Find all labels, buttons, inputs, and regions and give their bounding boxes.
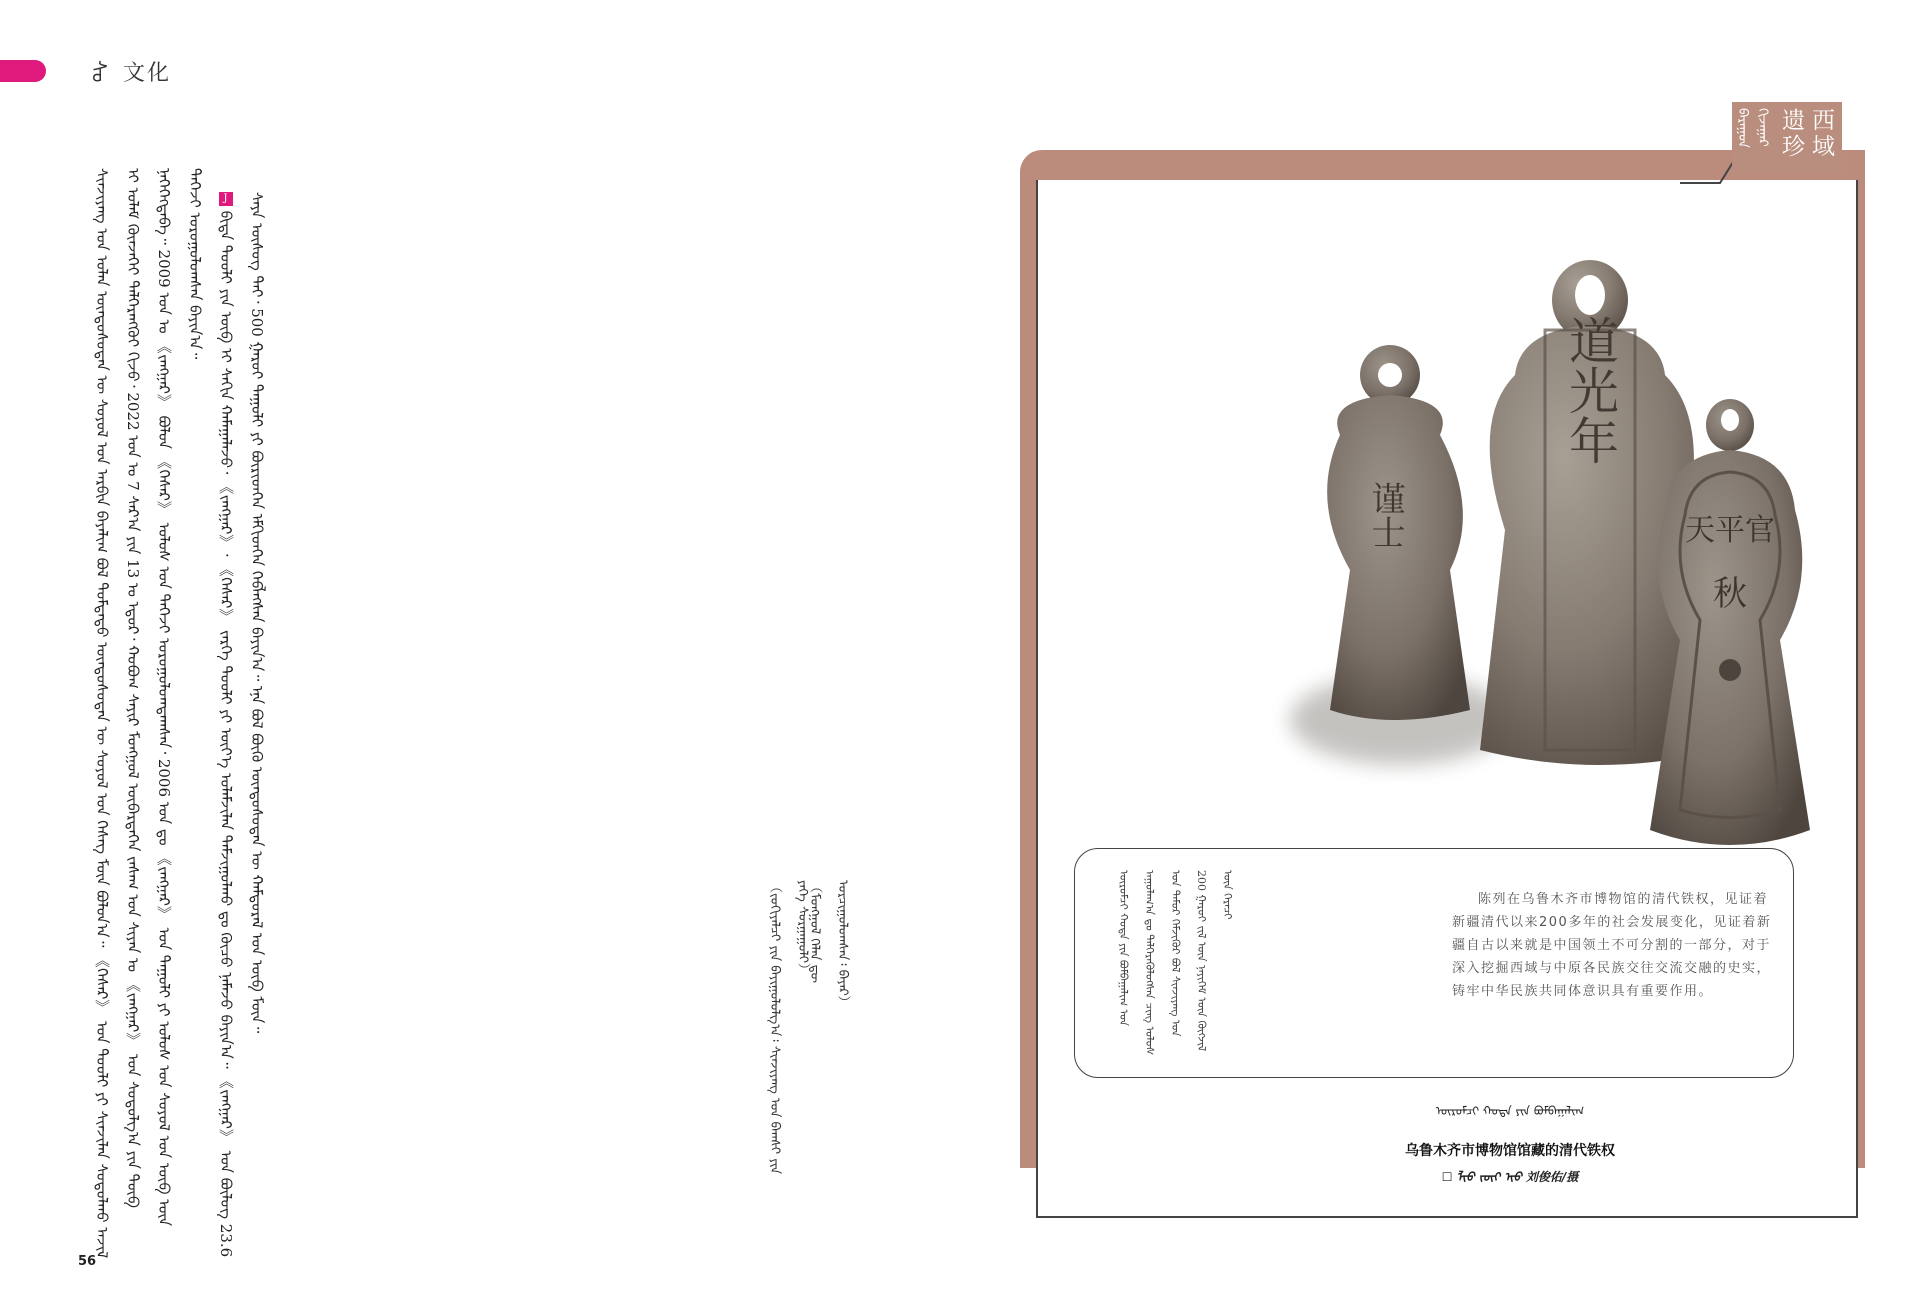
- author-note: （ᠵᠣᠬᠢᠶᠠᠯᠴᠢ ᠶᠢᠨ ᠪᠠᠶᠢᠭᠤᠯᠤᠯᠭ᠎ᠠ᠄ ᠰᠢᠨᠵᠢᠶᠠᠩ ᠤᠨ ᠪᠠᠭᠰᠢ ᠶᠢᠨ ᠶᠡᠬᠡ ᠰᠤᠷᠭᠠᠭᠤᠯᠢ）: [767, 880, 810, 1175]
- article-paragraph: [210, 192, 272, 1268]
- photo-credit: ☐ ᠯᠢᠦ ᠵᠦᠢ ᠢᠤ 刘俊佑/摄: [1441, 1170, 1579, 1184]
- page-number: 56: [78, 1254, 97, 1269]
- section-mark: ᠰᠣ: [87, 60, 111, 83]
- article-paragraph-text: ᠪᠢᠳᠡ ᠲᠤᠤᠯᠢ ᠶᠢᠨ ᠥᠪ ᠢ ᠰᠠᠬᠢᠨ ᠬᠠᠮᠠᠭᠠᠯᠠᠵᠤ᠂ 《ᠵᠠᠩᠭᠠᠷ》᠂ 《ᠭᠡᠰᠡᠷ》 ᠵᠡᠷᠭᠡ ᠲᠤᠤᠯᠢ ᠶᠢ ᠦᠶ᠎ᠡ ᠤᠯᠠᠮᠵᠢᠯᠠᠨ ᠳᠠᠮᠵᠢᠭᠤᠯᠬᠤ ᠳᠤ ᠬᠦᠴᠦ ᠨᠡᠮᠡᠵᠦ ᠪᠠᠶᠢᠨ᠎ᠠ᠃ 《ᠵᠠᠩᠭᠠᠷ》 ᠤᠨ ᠪᠦᠯᠦᠭ 23.6 ᠰᠠᠶᠠ ᠦᠰᠦᠭ ᠲᠡᠢ᠂ 500 ᠭᠠᠷᠤᠢ ᠳᠠᠭᠤᠯᠢ ᠶᠢ ᠪᠦᠷᠢᠳᠬᠡᠨ ᠡᠮᠬᠢᠳᠬᠡᠨ ᠬᠡᠪᠯᠡᠭᠰᠡᠨ ᠪᠠᠶᠢᠨ᠎ᠠ᠃ ᠡᠨᠡ ᠪᠣᠯ ᠪᠦᠬᠦ ᠦᠨᠳᠦᠰᠦᠲᠡᠨ ᠦ ᠬᠠᠮᠲᠤᠷᠠᠯ ᠤᠨ ᠥᠪ ᠮᠥᠨ᠃: [217, 192, 266, 1258]
- paragraph-marker: J: [219, 192, 233, 206]
- section-title: 文化: [123, 61, 172, 86]
- weight-inscription: 天平官: [1685, 513, 1775, 548]
- column-title-mn: ᠪᠠᠷᠠᠭᠤᠨ ᠬᠢᠵᠠᠭᠠᠷ: [1735, 108, 1770, 148]
- article-paragraph: ᠰᠢᠨᠵᠢᠶᠠᠩ ᠤᠨ ᠣᠯᠠᠨ ᠦᠨᠳᠦᠰᠦᠲᠡᠨ ᠦ ᠰᠣᠶᠤᠯ ᠤᠨ ᠠᠷᠪᠢᠨ ᠪᠠᠶᠠᠯᠢᠭ ᠪᠣᠯ ᠳᠤᠮᠳᠠᠳᠤ ᠦᠨᠳᠦᠰᠦᠲᠡᠨ ᠦ ᠰᠣᠶᠤᠯ ᠤᠨ ᠬᠡᠰᠡᠭ ᠮᠥᠨ ᠪᠣᠯᠤᠨ᠎ᠠ᠃ 《ᠭᠡᠰᠡᠷ》 ᠤᠨ ᠲᠤᠤᠯᠢ ᠶᠢ ᠰᠢᠨᠵᠢᠯᠡᠨ ᠰᠤᠳᠤᠯᠬᠤ ᠠᠵᠢᠯ ᠢ ᠤᠯᠠᠮ ᠭᠦᠨᠵᠡᠭᠡᠢ ᠳᠡᠯᠭᠡᠷᠡᠩᠭᠦᠢ ᠬᠢᠵᠦ᠂ 2022 ᠣᠨ ᠤ 7 ᠰᠠᠷ᠎ᠠ ᠶᠢᠨ 13 ᠤ ᠡᠳᠦᠷ᠂ ᠬᠣᠪᠣᠭ ᠰᠠᠶᠢᠷ ᠮᠣᠩᠭᠣᠯ ᠥᠪᠡᠷᠳᠡᠭᠡᠨ ᠵᠠᠰᠠᠭ ᠤᠨ ᠰᠢᠶᠠᠨ ᠤ 《ᠵᠠᠩᠭᠠᠷ》 ᠤᠨ ᠰᠤᠳᠤᠯᠭ᠎ᠠ ᠶᠢᠨ ᠲᠥᠪ ᠨᠡᠭᠡᠭᠡᠭᠳᠡᠪᠡ᠃ 2009 ᠣᠨ ᠤ 《ᠵᠠᠩᠭᠠᠷ》 ᠪᠣᠯᠤᠨ 《ᠭᠡᠰᠡᠷ》 ᠤᠯᠤᠰ ᠤᠨ ᠳᠡᠭᠡᠵᠢ ᠣᠷᠤᠭᠤᠯᠤᠭᠳᠠᠭᠰᠠᠨ᠂ 2006 ᠣᠨ ᠳᠤ 《ᠵᠠᠩᠭᠠᠷ》 ᠤᠨ ᠳᠠᠭᠤᠯᠢ ᠶᠢ ᠤᠯᠤᠰ ᠤᠨ ᠰᠣᠶᠤᠯ ᠤᠨ ᠥᠪ ᠦᠨ ᠳᠡᠭᠡᠵᠢ ᠣᠷᠤᠭᠤᠯᠤᠭᠰᠠᠨ ᠪᠠᠶᠢᠨ᠎ᠠ᠃: [93, 168, 204, 1259]
- caption-chinese: 陈列在乌鲁木齐市博物馆的清代铁权，见证着新疆清代以来200多年的社会发展变化，见证着新疆自古以来就是中国领土不可分割的一部分，对于深入挖掘西域与中原各民族交往交流交融的史实，铸牢中华民族共同体意识具有重要作用。: [1452, 892, 1772, 999]
- iron-weights-photo: [1290, 250, 1820, 870]
- weight-inscription: 秋: [1713, 574, 1747, 614]
- photo-title-mongolian: ᠦᠷᠦᠮᠴᠢ ᠬᠣᠲᠠ ᠶᠢᠨ ᠪᠤᠮᠪᠠᠭᠠᠯᠢᠭ: [1435, 1104, 1585, 1118]
- small-iron-weight: [1327, 345, 1470, 720]
- column-title-cn: 西域 遗珍: [1778, 108, 1834, 160]
- section-tab-marker: [0, 60, 46, 82]
- caption-mongolian: ᠦᠷᠦᠮᠴᠢ ᠬᠣᠲᠠ ᠶᠢᠨ ᠪᠤᠮᠪᠠᠭᠠᠯᠢᠭ ᠤᠨ ᠠᠭᠤᠯᠠᠭ᠎ᠠ ᠳᠤ ᠳᠡᠯᠭᠡᠷᠡᠭᠦᠯᠦᠭᠰᠡᠨ ᠴᠢᠩ ᠤᠯᠤᠰ ᠤᠨ ᠲᠡᠮᠦᠷ ᠬᠡᠮᠵᠢᠭᠦᠷ ᠪᠣᠯ ᠰᠢᠨᠵᠢᠶᠠᠩ ᠤᠨ 200 ᠭᠠᠷᠤᠢ ᠵᠢᠯ ᠦᠨ ᠨᠡᠶᠢᠭᠡᠮ ᠦᠨ ᠬᠥᠭᠵᠢᠯ ᠦᠨ ᠭᠡᠷᠡᠴᠢ: [1117, 870, 1234, 1056]
- column-header-box: [1732, 102, 1842, 174]
- photo-title-chinese: 乌鲁木齐市博物馆馆藏的清代铁权: [1405, 1143, 1615, 1159]
- flower-emblem-icon: [1719, 659, 1741, 681]
- weight-inscription: 谨士: [1365, 481, 1405, 549]
- section-header: [82, 56, 171, 87]
- weight-inscription: 道光年: [1561, 315, 1619, 465]
- translator-note: （ᠮᠣᠩᠭᠣᠯ ᠬᠡᠯᠡᠨ ᠳᠦ ᠣᠷᠴᠢᠭᠤᠯᠤᠭᠰᠠᠨ᠄ ᠪᠠᠶᠠᠷ）: [807, 880, 850, 1009]
